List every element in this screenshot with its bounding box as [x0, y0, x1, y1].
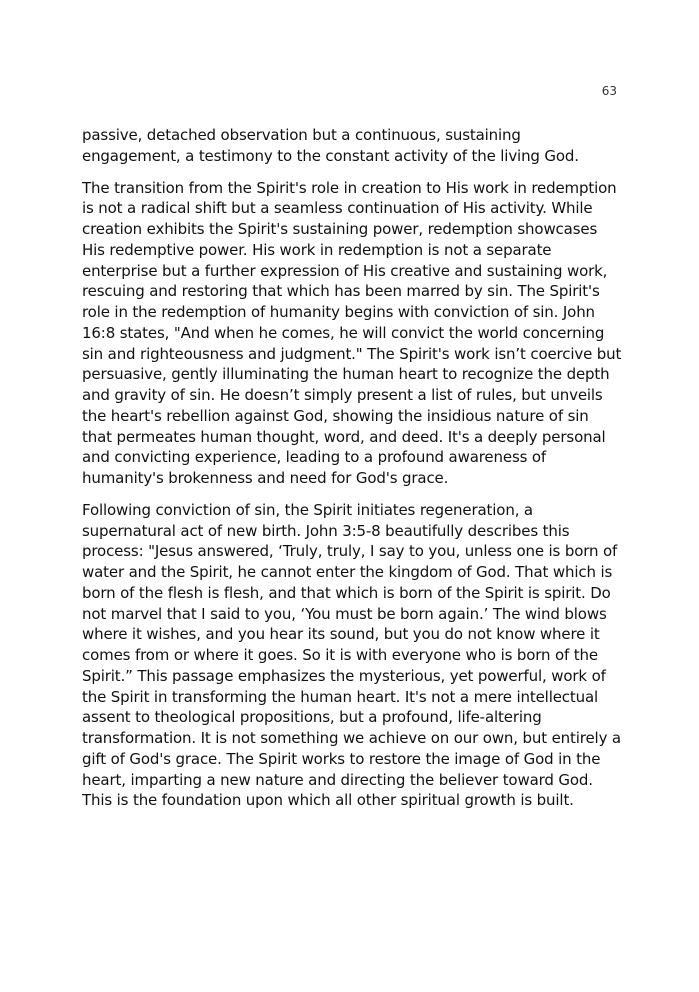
page-number: 63 — [601, 84, 617, 98]
paragraph-1: passive, detached observation but a continuous, sustaining engagement, a testimony to the constant activity of the living God. — [82, 126, 579, 165]
paragraph-2: The transition from the Spirit's role in creation to His work in redemption is not a radical shift but a seamless continuation of His activity. While creation exhibits the Spirit's sustaining power, redemption showcases His redemptive power. His work in redemption is not a separate enterprise but a further expression of His creative and sustaining work, rescuing and restoring that which has been marred by sin. The Spirit's role in the redemption of humanity begins with conviction of sin. John 16:8 states, "And when he comes, he will convict the world concerning sin and righteousness and judgment." The Spirit's work isn’t coercive but persuasive, gently illuminating the human heart to recognize the depth and gravity of sin. He doesn’t simply present a list of rules, but unveils the heart's rebellion against God, showing the insidious nature of sin that permeates human thought, word, and deed. It's a deeply personal and convicting experience, leading to a profound awareness of humanity's brokenness and need for God's grace. — [82, 178, 622, 487]
body-text — [82, 125, 622, 822]
paragraph-3: Following conviction of sin, the Spirit initiates regeneration, a supernatural act of new birth. John 3:5-8 beautifully describes this process: "Jesus answered, ‘Truly, truly, I say to you, unless one is born of water and the Spirit, he cannot enter the kingdom of God. That which is born of the flesh is flesh, and that which is born of the Spirit is spirit. Do not marvel that I said to you, ‘You must be born again.’ The wind blows where it wishes, and you hear its sound, but you do not know where it comes from or where it goes. So it is with everyone who is born of the Spirit.” This passage emphasizes the mysterious, yet powerful, work of the Spirit in transforming the human heart. It's not a mere intellectual assent to theological propositions, but a profound, life-altering transformation. It is not something we achieve on our own, but entirely a gift of God's grace. The Spirit works to restore the image of God in the heart, imparting a new nature and directing the believer toward God. This is the foundation upon which all other spiritual growth is built. — [82, 500, 621, 810]
